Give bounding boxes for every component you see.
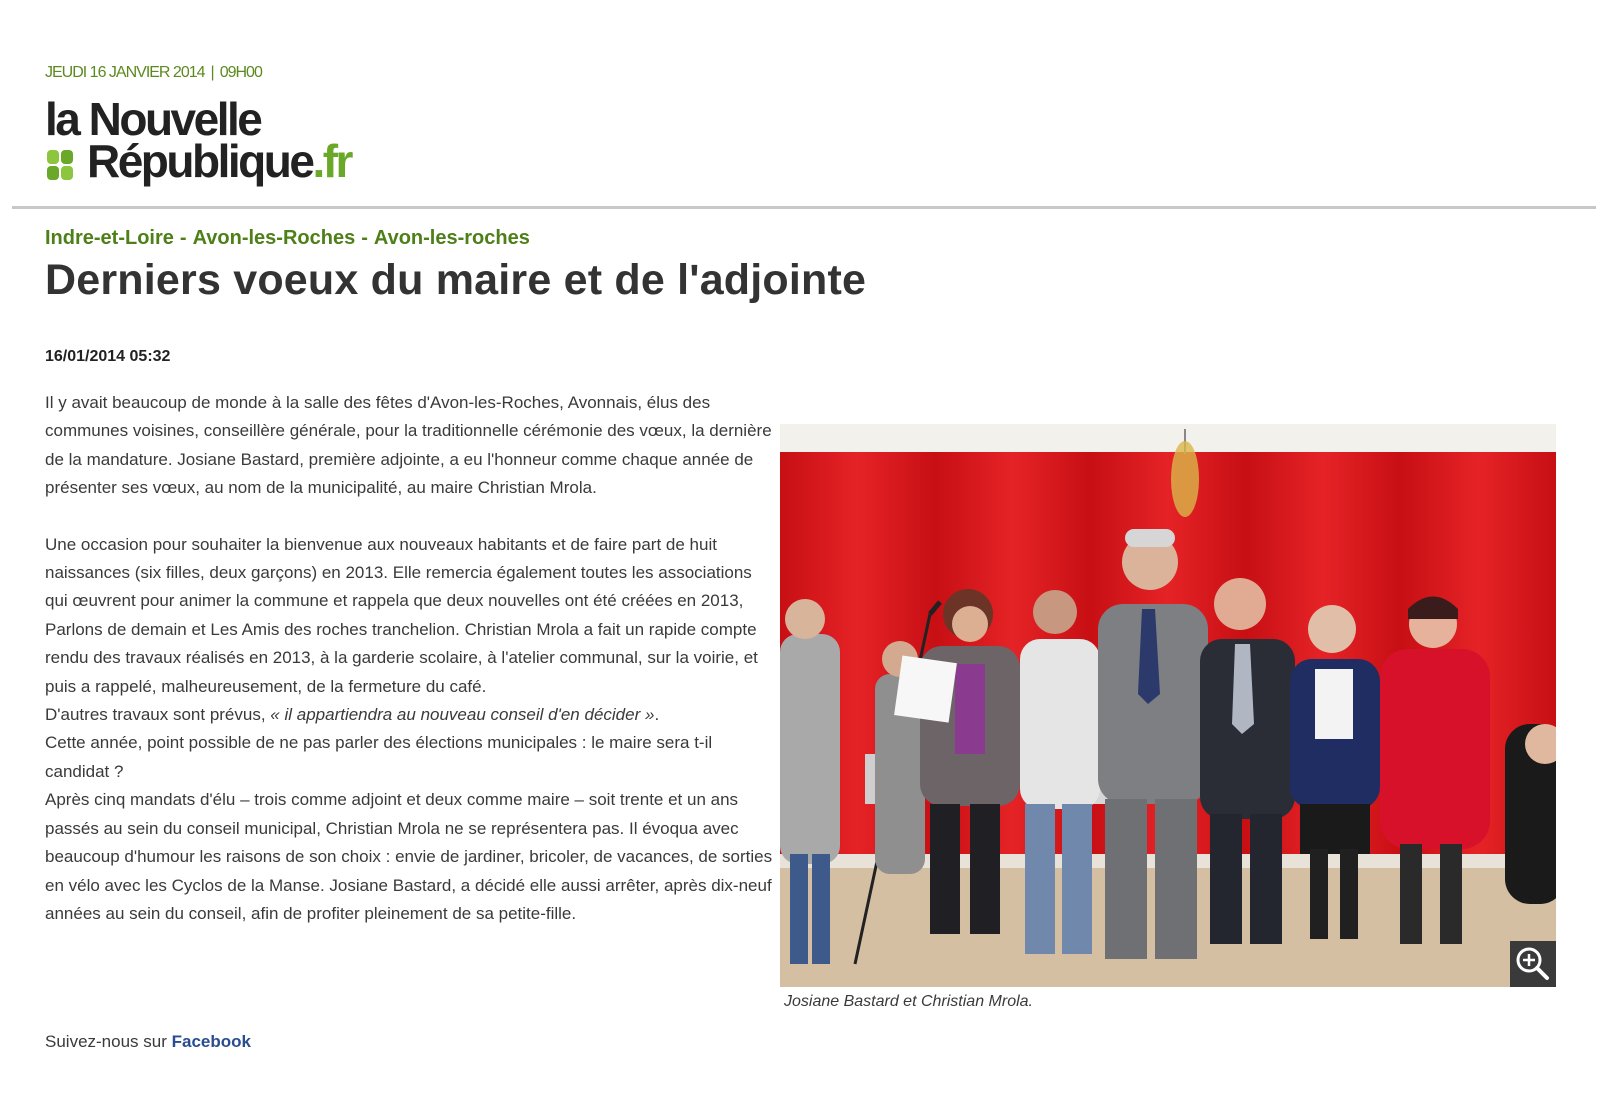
breadcrumb-separator: - xyxy=(361,227,368,249)
zoom-in-icon xyxy=(1510,941,1556,987)
photo-caption: Josiane Bastard et Christian Mrola. xyxy=(784,993,1033,1010)
paragraph-end: . xyxy=(654,705,660,725)
logo-word: République xyxy=(87,135,313,187)
site-logo[interactable] xyxy=(45,93,425,192)
logo-mark-icon xyxy=(45,148,75,182)
ceremony-photo xyxy=(780,424,1556,987)
quote: « il appartiendra au nouveau conseil d'en décider » xyxy=(270,705,655,725)
publication-date: 16/01/2014 05:32 xyxy=(45,348,171,365)
dateline xyxy=(45,64,262,82)
breadcrumb-item-department[interactable]: Indre-et-Loire xyxy=(45,227,174,249)
article-title: Derniers voeux du maire et de l'adjointe xyxy=(45,256,867,304)
follow-us xyxy=(45,1032,251,1052)
breadcrumb-item-locality[interactable]: Avon-les-roches xyxy=(373,227,530,249)
breadcrumb-separator: - xyxy=(179,227,187,249)
article-paragraph: Cette année, point possible de ne pas parler des élections municipales : le maire sera t-il candidat ? xyxy=(45,733,713,781)
facebook-link[interactable]: Facebook xyxy=(171,1032,251,1051)
logo-line-1: la Nouvelle xyxy=(45,93,261,145)
logo-tld: .fr xyxy=(312,135,351,187)
dateline-separator: | xyxy=(210,64,214,81)
article-paragraph: Il y avait beaucoup de monde à la salle des fêtes d'Avon-les-Roches, Avonnais, élus des communes voisines, conseillère générale, pour la traditionnelle cérémonie des vœux, la dernière de la mandature. Josiane Bastard, première adjointe, a eu l'honneur comme chaque année de présenter ses vœux, au nom de la municipalité, au maire Christian Mrola. xyxy=(45,393,772,498)
breadcrumb xyxy=(45,227,530,250)
breadcrumb-item-commune[interactable]: Avon-les-Roches xyxy=(192,227,356,249)
header-date: JEUDI 16 JANVIER 2014 xyxy=(45,64,205,81)
header-divider xyxy=(12,206,1596,209)
header-time: 09H00 xyxy=(219,64,262,81)
article-paragraph: Une occasion pour souhaiter la bienvenue aux nouveaux habitants et de faire part de huit naissances (six filles, deux garçons) en 2013. Elle remercia également toutes les associations qui œuvrent pour animer la commune et rappela que deux nouvelles ont été créées en 2013, Parlons de demain et Les Amis des roches tranchelion. Christian Mrola a fait un rapide compte rendu des travaux réalisés en 2013, à la garderie scolaire, à l'atelier communal, sur la voirie, et puis a rappelé, malheureusement, de la fermeture du café. xyxy=(45,534,758,696)
logo-line-2 xyxy=(87,135,351,187)
article-body xyxy=(45,389,775,928)
zoom-in-button[interactable] xyxy=(1510,941,1556,987)
article-paragraph: Après cinq mandats d'élu – trois comme adjoint et deux comme maire – soit trente et un ans passés au sein du conseil municipal, Christian Mrola ne se représentera pas. Il évoqua avec beaucoup d'humour les raisons de son choix : envie de jardiner, bricoler, de vacances, de sorties en vélo avec les Cyclos de la Manse. Josiane Bastard, a décidé elle aussi arrêter, après dix-neuf années au sein du conseil, afin de profiter pleinement de sa petite-fille. xyxy=(45,790,773,923)
paragraph-text: D'autres travaux sont prévus, xyxy=(45,705,271,725)
article-paragraph xyxy=(45,701,775,729)
follow-text: Suivez-nous sur xyxy=(45,1032,172,1051)
article-photo[interactable] xyxy=(780,424,1556,987)
